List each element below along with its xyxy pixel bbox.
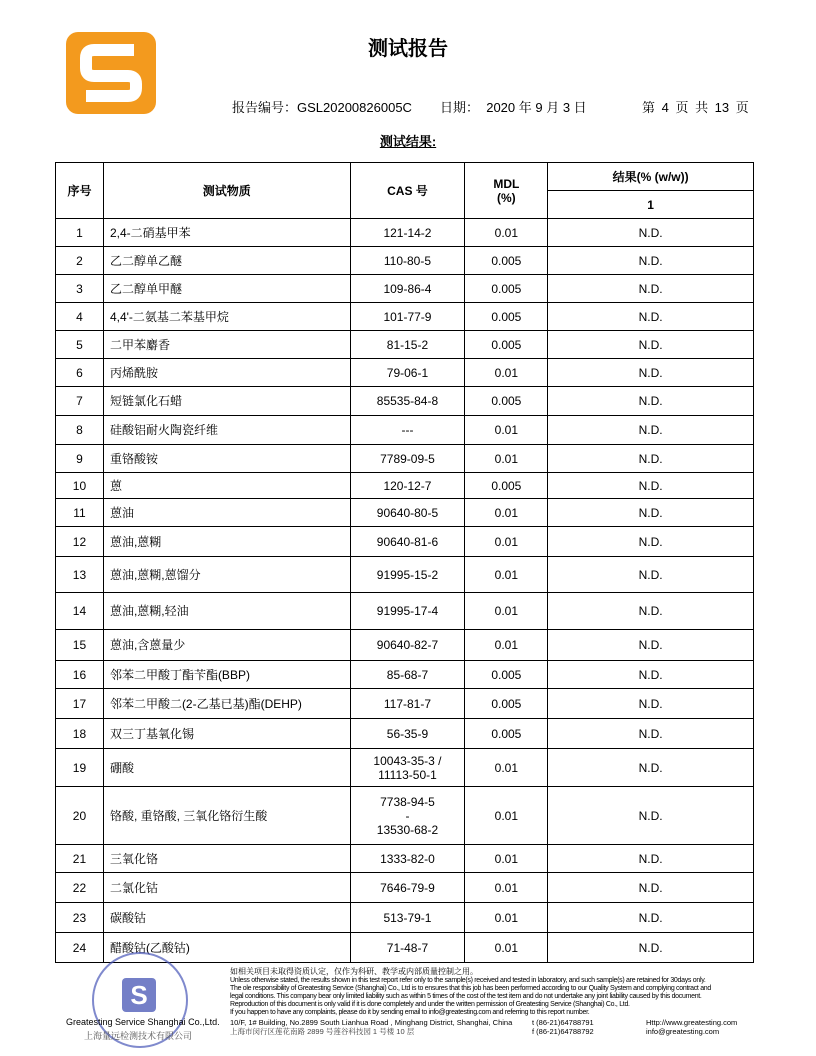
company-name-en: Greatesting Service Shanghai Co.,Ltd.	[66, 1017, 220, 1027]
table-row	[56, 661, 754, 689]
cas-number: 7789-09-5	[350, 445, 465, 473]
cas-number: 110-80-5	[350, 247, 465, 275]
header-cas: CAS 号	[350, 163, 465, 219]
row-number: 15	[56, 630, 104, 661]
mdl-value: 0.005	[465, 247, 548, 275]
result-value: N.D.	[548, 416, 754, 445]
mdl-value: 0.01	[465, 845, 548, 873]
cas-number: 91995-17-4	[350, 593, 465, 630]
substance-name: 乙二醇单乙醚	[103, 247, 350, 275]
address-en: 10/F, 1# Building, No.2899 South Lianhua Road , Minghang District, Shanghai, China	[230, 1018, 513, 1027]
mdl-value: 0.005	[465, 275, 548, 303]
mdl-value: 0.005	[465, 719, 548, 749]
table-row	[56, 499, 754, 527]
cas-number: 56-35-9	[350, 719, 465, 749]
result-value: N.D.	[548, 593, 754, 630]
mdl-value: 0.01	[465, 630, 548, 661]
table-row	[56, 527, 754, 557]
table-row	[56, 903, 754, 933]
website-link[interactable]: Http://www.greatesting.com	[646, 1018, 738, 1027]
substance-name: 乙二醇单甲醚	[103, 275, 350, 303]
footer-line: Unless otherwise stated, the results shown in this test report refer only to the sample(s) received and tested in laboratory, and such sample(s) are retained for 30days only.	[230, 977, 706, 984]
result-value: N.D.	[548, 445, 754, 473]
page-title: 测试报告	[368, 38, 448, 60]
mdl-value: 0.01	[465, 527, 548, 557]
result-value: N.D.	[548, 331, 754, 359]
footer-note-cn: 如相关项目未取得资质认定，仅作为科研、教学或内部质量控制之用。	[230, 967, 478, 976]
mdl-value: 0.005	[465, 689, 548, 719]
result-value: N.D.	[548, 787, 754, 845]
row-number: 24	[56, 933, 104, 963]
row-number: 16	[56, 661, 104, 689]
table-row	[56, 219, 754, 247]
result-value: N.D.	[548, 719, 754, 749]
mdl-value: 0.01	[465, 499, 548, 527]
row-number: 7	[56, 387, 104, 416]
company-name-cn: 上海量远检测技术有限公司	[84, 1031, 193, 1041]
row-number: 12	[56, 527, 104, 557]
result-value: N.D.	[548, 689, 754, 719]
row-number: 5	[56, 331, 104, 359]
substance-name: 蒽油	[103, 499, 350, 527]
table-row	[56, 275, 754, 303]
report-date: 日期： 2020 年 9 月 3 日	[440, 100, 587, 115]
cas-number: 1333-82-0	[350, 845, 465, 873]
result-value: N.D.	[548, 247, 754, 275]
substance-name: 4,4'-二氨基二苯基甲烷	[103, 303, 350, 331]
cas-number: 101-77-9	[350, 303, 465, 331]
cas-number: 109-86-4	[350, 275, 465, 303]
result-value: N.D.	[548, 359, 754, 387]
substance-name: 双三丁基氧化锡	[103, 719, 350, 749]
mdl-value: 0.005	[465, 661, 548, 689]
row-number: 23	[56, 903, 104, 933]
result-value: N.D.	[548, 527, 754, 557]
result-value: N.D.	[548, 499, 754, 527]
substance-name: 邻苯二甲酸丁酯苄酯(BBP)	[103, 661, 350, 689]
row-number: 22	[56, 873, 104, 903]
row-number: 18	[56, 719, 104, 749]
cas-number: 121-14-2	[350, 219, 465, 247]
table-row	[56, 387, 754, 416]
result-value: N.D.	[548, 219, 754, 247]
result-value: N.D.	[548, 873, 754, 903]
mdl-value: 0.01	[465, 359, 548, 387]
cas-number: 85-68-7	[350, 661, 465, 689]
cas-number: 91995-15-2	[350, 557, 465, 593]
result-value: N.D.	[548, 903, 754, 933]
footer-line: The ole responsibility of Greatesting Service (Shanghai) Co., Ltd is to ensures that this job has been performed according to our Quality System and complying contract and	[230, 985, 711, 992]
row-number: 3	[56, 275, 104, 303]
table-row	[56, 749, 754, 787]
substance-name: 蒽油,蒽糊	[103, 527, 350, 557]
company-seal: S	[92, 952, 188, 1048]
result-value: N.D.	[548, 387, 754, 416]
table-row	[56, 331, 754, 359]
mdl-value: 0.01	[465, 219, 548, 247]
header-no: 序号	[56, 163, 104, 219]
results-table	[55, 162, 754, 963]
header-sample: 1	[548, 191, 754, 219]
result-value: N.D.	[548, 661, 754, 689]
table-row	[56, 873, 754, 903]
cas-number: 90640-80-5	[350, 499, 465, 527]
cas-number: ---	[350, 416, 465, 445]
contact-block	[230, 1018, 737, 1036]
mdl-value: 0.005	[465, 303, 548, 331]
result-value: N.D.	[548, 933, 754, 963]
mdl-value: 0.01	[465, 445, 548, 473]
table-row	[56, 787, 754, 845]
table-row	[56, 845, 754, 873]
result-value: N.D.	[548, 473, 754, 499]
mdl-value: 0.01	[465, 903, 548, 933]
row-number: 9	[56, 445, 104, 473]
cas-number: 120-12-7	[350, 473, 465, 499]
table-row	[56, 719, 754, 749]
header-mdl: MDL (%)	[465, 163, 548, 219]
row-number: 14	[56, 593, 104, 630]
mdl-value: 0.01	[465, 557, 548, 593]
row-number: 20	[56, 787, 104, 845]
substance-name: 蒽油,含蒽量少	[103, 630, 350, 661]
table-row	[56, 359, 754, 387]
result-value: N.D.	[548, 303, 754, 331]
cas-number: 81-15-2	[350, 331, 465, 359]
header-result: 结果(% (w/w))	[548, 163, 754, 191]
cas-number: 79-06-1	[350, 359, 465, 387]
table-row	[56, 445, 754, 473]
table-row	[56, 630, 754, 661]
result-value: N.D.	[548, 845, 754, 873]
mdl-value: 0.005	[465, 473, 548, 499]
email-link[interactable]: info@greatesting.com	[646, 1027, 720, 1036]
page-number: 第 4 页 共 13 页	[642, 100, 749, 115]
cas-number: 117-81-7	[350, 689, 465, 719]
table-row	[56, 689, 754, 719]
section-title: 测试结果:	[379, 134, 437, 149]
mdl-value: 0.01	[465, 416, 548, 445]
substance-name: 二甲苯麝香	[103, 331, 350, 359]
substance-name: 蒽油,蒽糊,蒽馏分	[103, 557, 350, 593]
row-number: 1	[56, 219, 104, 247]
substance-name: 铬酸, 重铬酸, 三氧化铬衍生酸	[103, 787, 350, 845]
table-row	[56, 593, 754, 630]
substance-name: 二氯化钴	[103, 873, 350, 903]
cas-number: 7738-94-5 - 13530-68-2	[350, 787, 465, 845]
row-number: 6	[56, 359, 104, 387]
cas-number: 513-79-1	[350, 903, 465, 933]
row-number: 8	[56, 416, 104, 445]
substance-name: 硼酸	[103, 749, 350, 787]
mdl-value: 0.01	[465, 749, 548, 787]
footer-disclaimer	[230, 967, 737, 1036]
result-value: N.D.	[548, 630, 754, 661]
row-number: 21	[56, 845, 104, 873]
substance-name: 醋酸钴(乙酸钴)	[103, 933, 350, 963]
substance-name: 硅酸铝耐火陶瓷纤维	[103, 416, 350, 445]
cas-number: 90640-82-7	[350, 630, 465, 661]
mdl-value: 0.01	[465, 787, 548, 845]
substance-name: 蒽	[103, 473, 350, 499]
result-value: N.D.	[548, 275, 754, 303]
row-number: 19	[56, 749, 104, 787]
result-value: N.D.	[548, 749, 754, 787]
mdl-value: 0.01	[465, 933, 548, 963]
cas-number: 85535-84-8	[350, 387, 465, 416]
table-row	[56, 303, 754, 331]
substance-name: 2,4-二硝基甲苯	[103, 219, 350, 247]
mdl-value: 0.01	[465, 593, 548, 630]
table-row	[56, 557, 754, 593]
substance-name: 短链氯化石蜡	[103, 387, 350, 416]
row-number: 17	[56, 689, 104, 719]
cas-number: 7646-79-9	[350, 873, 465, 903]
cas-number: 10043-35-3 / 11113-50-1	[350, 749, 465, 787]
address-cn: 上海市闵行区莲花南路 2899 号莲谷科技园 1 号楼 10 层	[230, 1027, 415, 1036]
mdl-value: 0.005	[465, 331, 548, 359]
cas-number: 90640-81-6	[350, 527, 465, 557]
result-value: N.D.	[548, 557, 754, 593]
mdl-value: 0.01	[465, 873, 548, 903]
substance-name: 重铬酸铵	[103, 445, 350, 473]
footer-line: Reproduction of this document is only valid if it is done completely and under the written permission of Greatesting Service (Shanghai) Co., Ltd.	[230, 1001, 630, 1008]
substance-name: 蒽油,蒽糊,轻油	[103, 593, 350, 630]
row-number: 11	[56, 499, 104, 527]
substance-name: 碳酸钴	[103, 903, 350, 933]
telephone: t (86-21)64788791	[532, 1018, 594, 1027]
row-number: 13	[56, 557, 104, 593]
table-row	[56, 416, 754, 445]
row-number: 4	[56, 303, 104, 331]
table-row	[56, 473, 754, 499]
header-substance: 测试物质	[103, 163, 350, 219]
substance-name: 丙烯酰胺	[103, 359, 350, 387]
footer-line: If you happen to have any complaints, please do it by sending email to info@greatesting.com and referring to this report number.	[230, 1009, 590, 1016]
substance-name: 邻苯二甲酸二(2-乙基已基)酯(DEHP)	[103, 689, 350, 719]
row-number: 2	[56, 247, 104, 275]
mdl-value: 0.005	[465, 387, 548, 416]
fax: f (86-21)64788792	[532, 1027, 594, 1036]
substance-name: 三氧化铬	[103, 845, 350, 873]
table-row	[56, 247, 754, 275]
report-number: 报告编号：GSL20200826005C	[232, 100, 412, 115]
footer-line: legal conditions. This company bear only limited liability such as within 5 times of the cost of the test item and do not undertake any joint liability caused by this document.	[230, 993, 702, 1000]
row-number: 10	[56, 473, 104, 499]
cas-number: 71-48-7	[350, 933, 465, 963]
